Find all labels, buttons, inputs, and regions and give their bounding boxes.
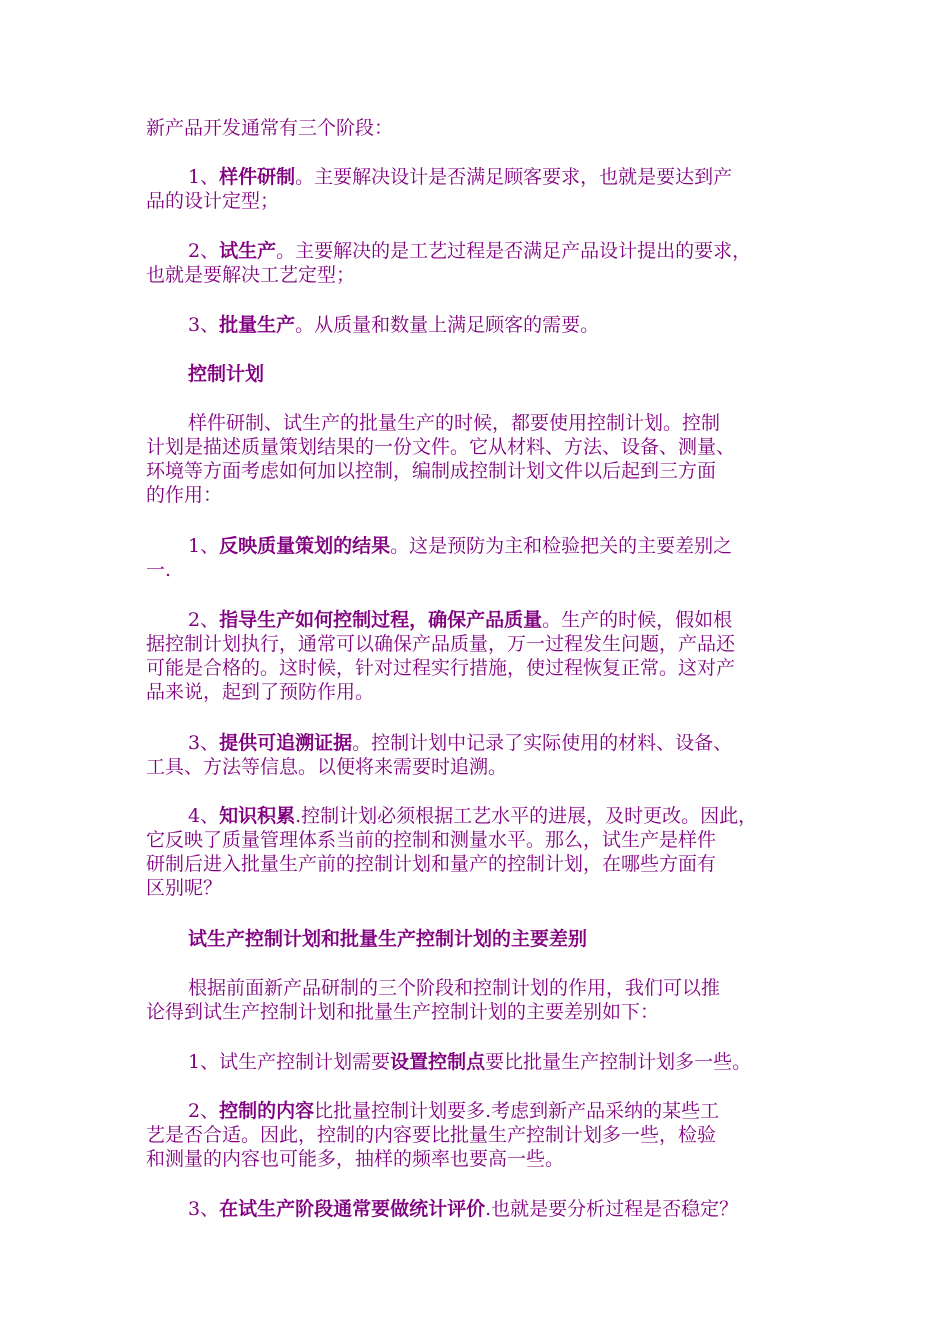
stage-item-3 (146, 313, 814, 337)
role-title: 反映质量策划的结果 (219, 535, 391, 557)
diff-title: 设置控制点 (390, 1051, 486, 1073)
role-text: 。控制计划中记录了实际使用的材料、设备、 (352, 732, 733, 754)
role-item-4: 4、知识积累.控制计划必须根据工艺水平的进展，及时更改。因此， 它反映了质量管理体系当前的控制和测量水平。那么，试生产是样件 研制后进入批量生产前的控制计划和量产的控制计划，在哪些方面有 区别呢？ (146, 805, 758, 899)
control-plan-paragraph: 样件研制、试生产的批量生产的时候，都要使用控制计划。控制 计划是描述质量策划结果的一份文件。它从材料、方法、设备、测量、 环境等方面考虑如何加以控制，编制成控制计划文件以后起到三方面 的作用： (146, 412, 736, 506)
role-text: 。这是预防为主和检验把关的主要差别之 (390, 535, 733, 557)
role-title: 知识积累 (219, 805, 296, 827)
stage-number: 1、 (188, 166, 220, 188)
stage-number: 2、 (188, 240, 220, 262)
role-item-1: 1、反映质量策划的结果。这是预防为主和检验把关的主要差别之 一. (146, 535, 733, 581)
stage-title: 样件研制 (219, 166, 296, 188)
diff-number: 1、 (188, 1051, 220, 1073)
stage-text-cont: 品的设计定型； (146, 190, 280, 212)
heading-text: 控制计划 (188, 363, 265, 385)
stage-text-cont: 也就是要解决工艺定型； (146, 264, 356, 286)
role-item-3: 3、提供可追溯证据。控制计划中记录了实际使用的材料、设备、 工具、方法等信息。以便将来需要时追溯。 (146, 732, 733, 778)
intro-text: 新产品开发通常有三个阶段： (146, 117, 394, 139)
difference-item-2: 2、控制的内容比批量控制计划要多.考虑到新产品采纳的某些工 艺是否合适。因此，控制的内容要比批量生产控制计划多一些，检验 和测量的内容也可能多，抽样的频率也要高一些。 (146, 1100, 720, 1170)
intro-paragraph (146, 116, 814, 140)
stage-item-2 (146, 239, 814, 287)
diff-text: 要比批量生产控制计划多一些。 (485, 1051, 752, 1073)
stage-text: 。主要解决的是工艺过程是否满足产品设计提出的要求， (276, 240, 752, 262)
stage-title: 批量生产 (219, 314, 296, 336)
diff-number: 3、 (188, 1198, 220, 1220)
diff-text: 比批量控制计划要多.考虑到新产品采纳的某些工 (314, 1100, 720, 1122)
diff-number: 2、 (188, 1100, 220, 1122)
role-title: 指导生产如何控制过程，确保产品质量 (219, 609, 543, 631)
diff-pre: 试生产控制计划需要 (219, 1051, 391, 1073)
stage-number: 3、 (188, 314, 220, 336)
diff-title: 控制的内容 (219, 1100, 315, 1122)
stage-text: 。从质量和数量上满足顾客的需要。 (295, 314, 600, 336)
section-heading-differences (146, 927, 814, 951)
stage-title: 试生产 (219, 240, 277, 262)
diff-title: 在试生产阶段通常要做统计评价 (219, 1198, 486, 1220)
role-number: 2、 (188, 609, 220, 631)
role-title: 提供可追溯证据 (219, 732, 353, 754)
role-number: 4、 (188, 805, 220, 827)
section-heading-control-plan (146, 362, 814, 386)
role-number: 1、 (188, 535, 220, 557)
stage-text: 。主要解决设计是否满足顾客要求，也就是要达到产 (295, 166, 733, 188)
diff-text: .也就是要分析过程是否稳定？ (485, 1198, 739, 1220)
differences-paragraph: 根据前面新产品研制的三个阶段和控制计划的作用，我们可以推 论得到试生产控制计划和批量生产控制计划的主要差别如下： (146, 977, 721, 1023)
role-item-2: 2、指导生产如何控制过程，确保产品质量。生产的时候，假如根 据控制计划执行，通常可以确保产品质量，万一过程发生问题，产品还 可能是合格的。这时候，针对过程实行措施，使过程恢复正常。这对产 品来说，起到了预防作用。 (146, 609, 736, 703)
difference-item-3 (146, 1197, 814, 1221)
heading-text: 试生产控制计划和批量生产控制计划的主要差别 (188, 928, 588, 950)
difference-item-1 (146, 1050, 814, 1074)
role-number: 3、 (188, 732, 220, 754)
role-text: .控制计划必须根据工艺水平的进展，及时更改。因此， (295, 805, 758, 827)
role-text: 。生产的时候，假如根 (542, 609, 733, 631)
stage-item-1 (146, 165, 814, 213)
